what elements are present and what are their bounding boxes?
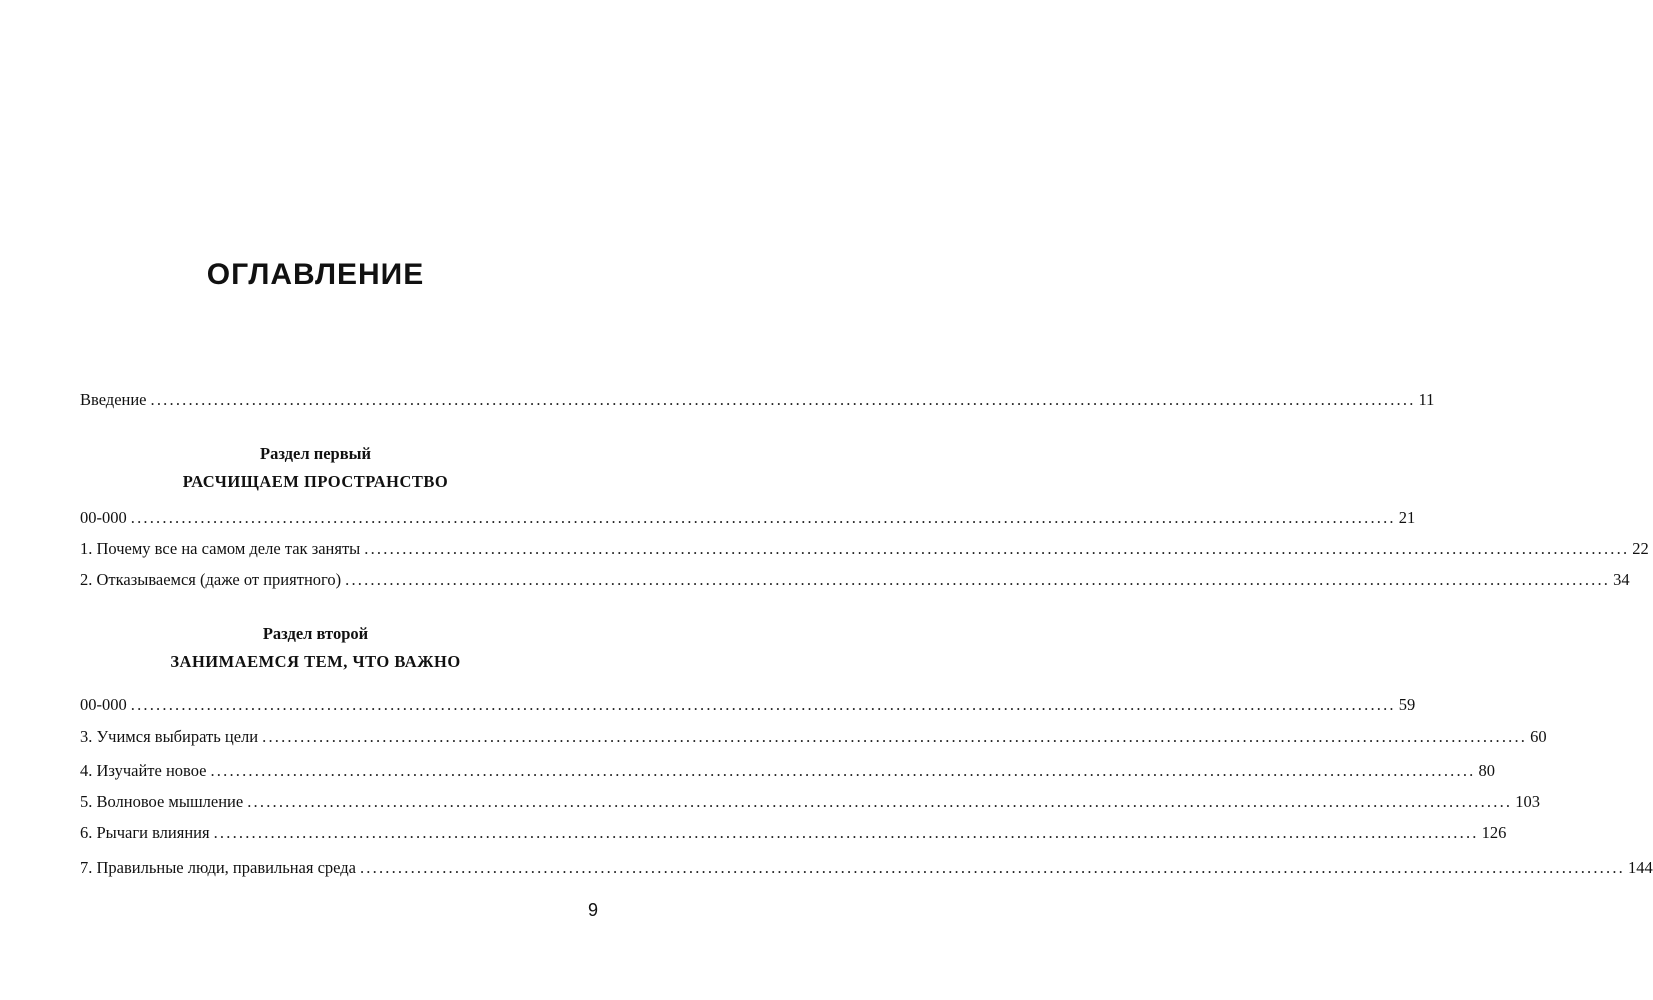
- dot-leader: ........................................................................................................................................................................................................: [210, 761, 1476, 780]
- toc-entry[interactable]: [80, 568, 1630, 592]
- toc-entry-page: 60: [1530, 727, 1547, 746]
- toc-entry-label: 6. Рычаги влияния: [80, 823, 210, 842]
- section-1-heading: Раздел первый: [259, 444, 372, 463]
- toc-entry-label: 7. Правильные люди, правильная среда: [80, 858, 356, 877]
- dot-leader: ........................................................................................................................................................................................................: [213, 823, 1479, 842]
- toc-entry-page: 11: [1418, 390, 1435, 409]
- page-title: ОГЛАВЛЕНИЕ: [206, 258, 425, 291]
- dot-leader: ........................................................................................................................................................................................................: [345, 570, 1611, 589]
- toc-entry-page: 22: [1632, 539, 1649, 558]
- dot-leader: ........................................................................................................................................................................................................: [130, 695, 1396, 714]
- toc-entry-label: 3. Учимся выбирать цели: [80, 727, 259, 746]
- section-1-subheading: РАСЧИЩАЕМ ПРОСТРАНСТВО: [182, 472, 449, 491]
- toc-entry[interactable]: [80, 790, 1540, 814]
- dot-leader: ........................................................................................................................................................................................................: [150, 390, 1416, 409]
- toc-entry-page: 59: [1398, 695, 1416, 714]
- toc-entry-page: 80: [1478, 761, 1495, 780]
- dot-leader: ........................................................................................................................................................................................................: [359, 858, 1625, 877]
- toc-entry-page: 21: [1398, 508, 1416, 527]
- toc-entry-label: Введение: [80, 390, 147, 409]
- dot-leader: ........................................................................................................................................................................................................: [130, 508, 1396, 527]
- toc-entry[interactable]: [80, 821, 1507, 845]
- toc-entry-label: 4. Изучайте новое: [80, 761, 207, 780]
- toc-entry[interactable]: [80, 759, 1495, 783]
- toc-entry-label: 00-000: [80, 695, 127, 714]
- toc-entry-page: 103: [1515, 792, 1540, 811]
- dot-leader: ........................................................................................................................................................................................................: [262, 727, 1528, 746]
- page-number: 9: [587, 900, 598, 920]
- toc-entry[interactable]: [80, 856, 1653, 880]
- toc-entry-label: 00-000: [80, 508, 127, 527]
- section-2-heading: Раздел второй: [262, 624, 369, 643]
- toc-entry[interactable]: [80, 537, 1649, 561]
- toc-entry-label: 5. Волновое мышление: [80, 792, 244, 811]
- toc-entry-intro[interactable]: [80, 388, 1435, 412]
- toc-entry-label: 1. Почему все на самом деле так заняты: [80, 539, 361, 558]
- toc-entry-label: 2. Отказываемся (даже от приятного): [80, 570, 342, 589]
- toc-entry-page: 144: [1627, 858, 1653, 877]
- dot-leader: ........................................................................................................................................................................................................: [364, 539, 1630, 558]
- toc-entry-page: 126: [1481, 823, 1507, 842]
- toc-entry[interactable]: [80, 506, 1416, 530]
- toc-entry[interactable]: [80, 725, 1547, 749]
- toc-entry-page: 34: [1613, 570, 1630, 589]
- dot-leader: ........................................................................................................................................................................................................: [247, 792, 1513, 811]
- toc-entry[interactable]: [80, 693, 1416, 717]
- section-2-subheading: ЗАНИМАЕМСЯ ТЕМ, ЧТО ВАЖНО: [170, 652, 461, 671]
